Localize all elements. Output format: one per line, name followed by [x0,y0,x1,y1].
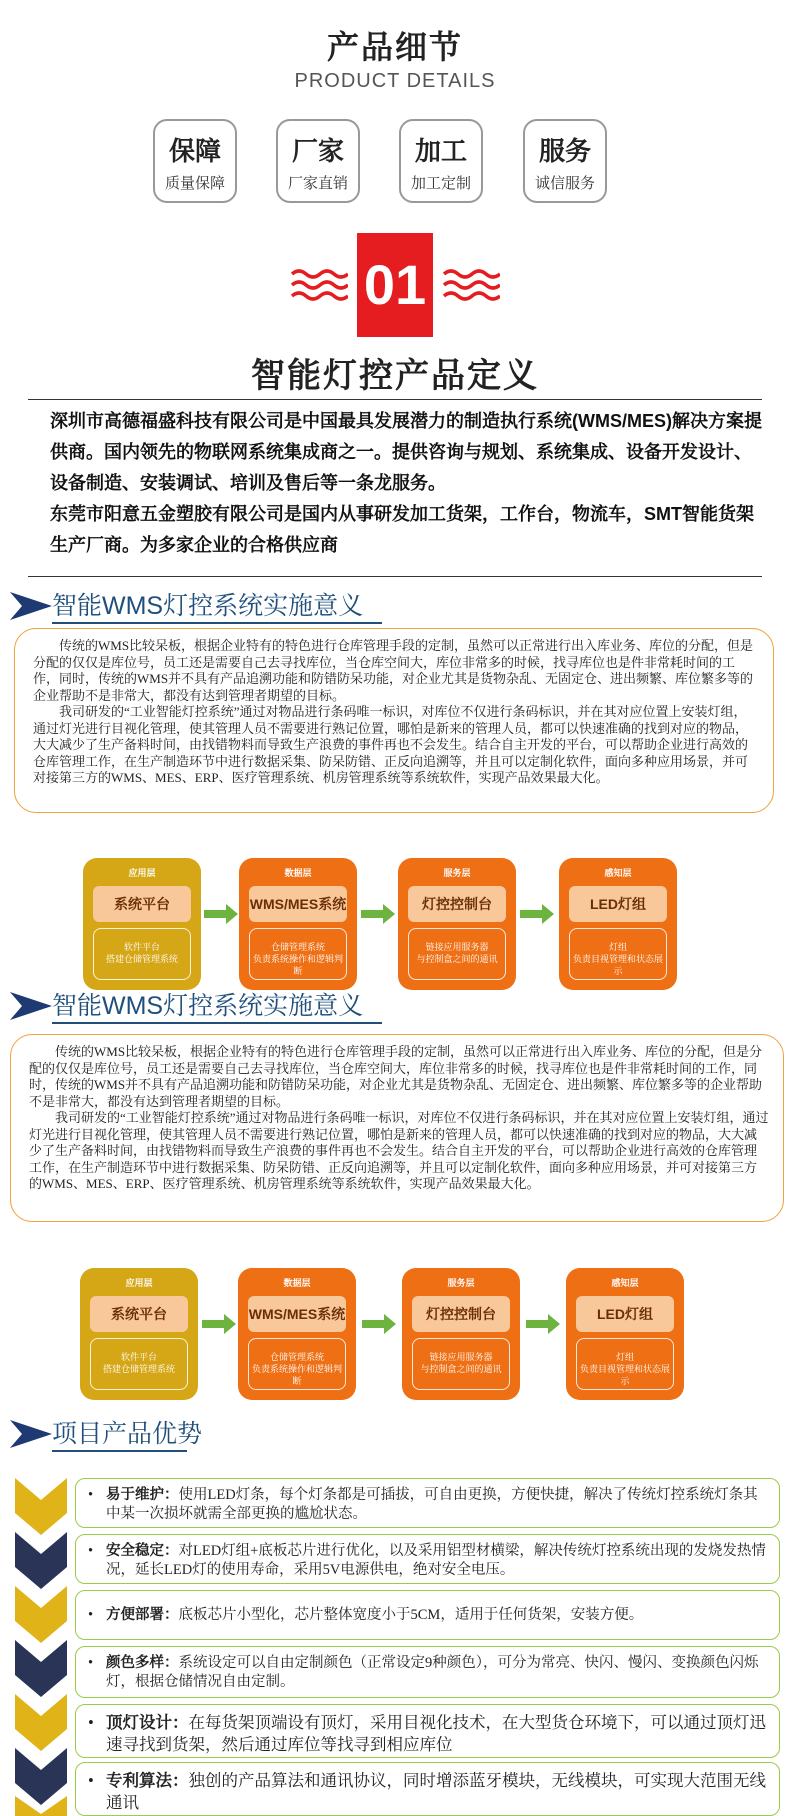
red-wave-icon [442,268,500,304]
layer-sub-line: 负责系统操作和逻辑判断 [252,954,343,976]
bullet-icon: • [88,1607,94,1623]
heading-underline [52,1022,382,1024]
chevron-down-icon [15,1586,67,1643]
advantage-title: 方便部署： [106,1607,179,1623]
divider [28,399,762,400]
badge-big-text: 服务 [538,136,591,166]
advantage-item [75,1590,780,1640]
layer-sub [248,1338,346,1390]
feature-badges [0,119,790,205]
advantages-list [15,1478,780,1816]
badge-small-text: 加工定制 [410,175,471,192]
layer-main: LED灯组 [576,1296,674,1332]
chevron-down-icon [15,1532,67,1589]
chevron-down-icon [15,1640,67,1697]
green-right-arrow-icon [204,904,238,924]
advantage-text: 使用LED灯条，每个灯条都是可插拔，可自由更换，方便快捷，解决了传统灯控系统灯条其中某一次损坏就需全部更换的尴尬状态。 [106,1487,758,1522]
layer-main: LED灯组 [569,886,667,922]
layer-data [239,858,357,990]
wms-description-box [14,628,774,813]
section-title: 智能灯控产品定义 [251,357,539,395]
layer-sub-line: 与控制盒之间的通讯 [420,1364,502,1374]
green-right-arrow-icon [202,1314,236,1334]
layer-sub [412,1338,510,1390]
advantage-text: 系统设定可以自由定制颜色（正常设定9种颜色），可分为常亮、快闪、慢闪、变换颜色闪烁灯，根据仓储情况自由定制。 [106,1655,759,1690]
heading-text: 智能WMS灯控系统实施意义 [52,592,364,620]
layer-sub [249,928,347,980]
advantage-item [75,1534,780,1584]
layer-perception [566,1268,684,1400]
wms-paragraph: 我司研发的“工业智能灯控系统”通过对物品进行条码唯一标识，对库位不仅进行条码标识，并在其对应位置上安装灯组，通过灯光进行目视化管理，使其管理人员不需要进行熟记位置，哪怕是新来的管理人员，都可以快速准确的找到对应的物品，大大减少了生产备料时间，由找错物料而导致生产浪费的事件再也不会发生。结合自主开发的平台，可以帮助企业进行高效的仓库管理工作，在生产制造环节中进行数据采集、防呆防错、正反向追溯等，并且可以定制化软件，面向多种应用场景，并可对接第三方的WMS、MES、ERP、医疗管理系统、机房管理系统等系统软件，实现产品效果最大化。 [33,704,749,785]
layer-sub-line: 软件平台 [123,942,160,952]
advantage-item [75,1762,780,1816]
bullet-icon: • [88,1543,94,1559]
system-architecture-diagram [80,1268,690,1402]
advantage-text: 底板芯片小型化，芯片整体宽度小于5CM，适用于任何货架，安装方便。 [178,1607,644,1623]
advantage-title: 颜色多样： [106,1655,179,1671]
layer-service [398,858,516,990]
wms-paragraph: 我司研发的“工业智能灯控系统”通过对物品进行条码唯一标识，对库位不仅进行条码标识，并在其对应位置上安装灯组，通过灯光进行目视化管理，使其管理人员不需要进行熟记位置，哪怕是新来的管理人员，都可以快速准确的找到对应的物品，大大减少了生产备料时间，由找错物料而导致生产浪费的事件再也不会发生。结合自主开发的平台，可以帮助企业进行高效的仓库管理工作，在生产制造环节中进行数据采集、防呆防错、正反向追溯等，并且可以定制化软件，面向多种应用场景，并可对接第三方的WMS、MES、ERP、医疗管理系统、机房管理系统等系统软件，实现产品效果最大化。 [29,1110,769,1191]
wms-description-box [10,1034,784,1222]
badge-big-text: 加工 [414,136,467,166]
layer-main: WMS/MES系统 [249,886,347,922]
red-wave-icon [290,268,348,304]
layer-label: 服务层 [443,868,471,878]
bullet-icon: • [88,1713,94,1732]
layer-sub-line: 搭建仓储管理系统 [102,1364,175,1374]
advantage-item [75,1646,780,1698]
heading-text: 智能WMS灯控系统实施意义 [52,992,364,1020]
layer-main: 系统平台 [90,1296,188,1332]
advantage-title: 顶灯设计： [106,1713,189,1732]
wms-paragraph: 传统的WMS比较呆板，根据企业特有的特色进行仓库管理手段的定制，虽然可以正常进行出入库业务、库位的分配，但是分配的仅仅是库位号，员工还是需要自己去寻找库位，当仓库空间大，库位非常多的时候，找寻库位也是件非常耗时间的工作，同时，传统的WMS并不具有产品追溯功能和防错防呆功能，对企业尤其是货物杂乱、无固定仓、进出频繁、库位繁多等的企业帮助不是非常大，都没有达到管理者期望的目标。 [29,1044,763,1109]
layer-label: 数据层 [283,1278,311,1288]
advantage-text: 对LED灯组+底板芯片进行优化，以及采用铝型材横梁，解决传统灯控系统出现的发烧发热情况，延长LED灯的使用寿命，采用5V电源供电，绝对安全电压。 [106,1543,766,1578]
layer-sub-line: 搭建仓储管理系统 [105,954,178,964]
chevron-down-icon [15,1796,67,1816]
chevron-down-icon [15,1694,67,1751]
layer-main: WMS/MES系统 [248,1296,346,1332]
badge-guarantee [153,119,237,203]
bullet-icon: • [88,1655,94,1671]
green-right-arrow-icon [362,1314,396,1334]
layer-sub [576,1338,674,1390]
layer-main: 灯控控制台 [408,886,506,922]
layer-data [238,1268,356,1400]
chevron-down-icon [15,1478,67,1535]
layer-label: 服务层 [447,1278,475,1288]
company-intro [50,406,765,561]
layer-sub-line: 链接应用服务器 [425,942,489,952]
layer-label: 应用层 [128,868,156,878]
heading-underline [52,1450,187,1452]
advantage-title: 易于维护： [106,1487,179,1503]
badge-small-text: 诚信服务 [534,175,595,192]
layer-sub-line: 链接应用服务器 [429,1352,493,1362]
layer-application [80,1268,198,1400]
divider [28,576,762,577]
bullet-icon: • [88,1771,94,1790]
advantage-title: 专利算法： [106,1771,189,1790]
heading-underline [52,622,382,624]
layer-label: 数据层 [284,868,312,878]
layer-label: 感知层 [604,868,632,878]
layer-main: 系统平台 [93,886,191,922]
layer-application [83,858,201,990]
blue-triangle-arrow-icon [10,992,52,1020]
advantage-title: 安全稳定： [106,1543,179,1559]
layer-sub-line: 仓储管理系统 [270,942,325,952]
badge-factory [276,119,360,203]
layer-sub-line: 灯组 [615,1352,634,1362]
blue-triangle-arrow-icon [10,592,52,620]
page-title: 产品细节 [326,29,463,65]
heading-text: 项目产品优势 [52,1420,203,1448]
intro-paragraph: 东莞市阳意五金塑胶有限公司是国内从事研发加工货架，工作台，物流车，SMT智能货架生产厂商。为多家企业的合格供应商 [50,504,754,555]
badge-processing [399,119,483,203]
layer-perception [559,858,677,990]
layer-label: 应用层 [125,1278,153,1288]
badge-big-text: 保障 [168,136,221,166]
system-architecture-diagram [83,858,683,992]
advantage-text: 在每货架顶端设有顶灯，采用目视化技术，在大型货仓环境下，可以通过顶灯迅速寻找到货架，然后通过库位等找寻到相应库位 [106,1713,766,1754]
layer-sub-line: 与控制盒之间的通讯 [416,954,498,964]
green-right-arrow-icon [520,904,554,924]
advantage-item [75,1478,780,1528]
badge-service [523,119,607,203]
bullet-icon: • [88,1487,94,1503]
badge-small-text: 厂家直销 [287,175,348,192]
layer-label: 感知层 [611,1278,639,1288]
layer-main: 灯控控制台 [412,1296,510,1332]
layer-sub-line: 负责目视管理和状态展示 [579,1364,670,1386]
page-subtitle: PRODUCT DETAILS [294,70,496,92]
badge-big-text: 厂家 [291,136,344,166]
layer-sub-line: 负责系统操作和逻辑判断 [251,1364,342,1386]
layer-sub-line: 负责目视管理和状态展示 [572,954,663,976]
layer-sub-line: 仓储管理系统 [269,1352,324,1362]
section-number: 01 [357,233,433,337]
layer-sub-line: 灯组 [608,942,627,952]
blue-triangle-arrow-icon [10,1420,52,1448]
layer-sub [408,928,506,980]
layer-service [402,1268,520,1400]
green-right-arrow-icon [526,1314,560,1334]
badge-small-text: 质量保障 [164,175,225,192]
layer-sub [569,928,667,980]
advantage-item [75,1704,780,1758]
layer-sub [90,1338,188,1390]
green-right-arrow-icon [361,904,395,924]
layer-sub-line: 软件平台 [120,1352,157,1362]
layer-sub [93,928,191,980]
advantage-text: 独创的产品算法和通讯协议，同时增添蓝牙模块，无线模块，可实现大范围无线通讯 [106,1771,766,1812]
wms-paragraph: 传统的WMS比较呆板，根据企业特有的特色进行仓库管理手段的定制，虽然可以正常进行出入库业务、库位的分配，但是分配的仅仅是库位号，员工还是需要自己去寻找库位，当仓库空间大，库位非常多的时候，找寻库位也是件非常耗时间的工作，同时，传统的WMS并不具有产品追溯功能和防错防呆功能，对企业尤其是货物杂乱、无固定仓、进出频繁、库位繁多等的企业帮助不是非常大，都没有达到管理者期望的目标。 [33,638,754,703]
intro-paragraph: 深圳市高德福盛科技有限公司是中国最具发展潜力的制造执行系统(WMS/MES)解决方案提供商。国内领先的物联网系统集成商之一。提供咨询与规划、系统集成、设备开发设计、设备制造、安装调试、培训及售后等一条龙服务。 [50,411,762,493]
